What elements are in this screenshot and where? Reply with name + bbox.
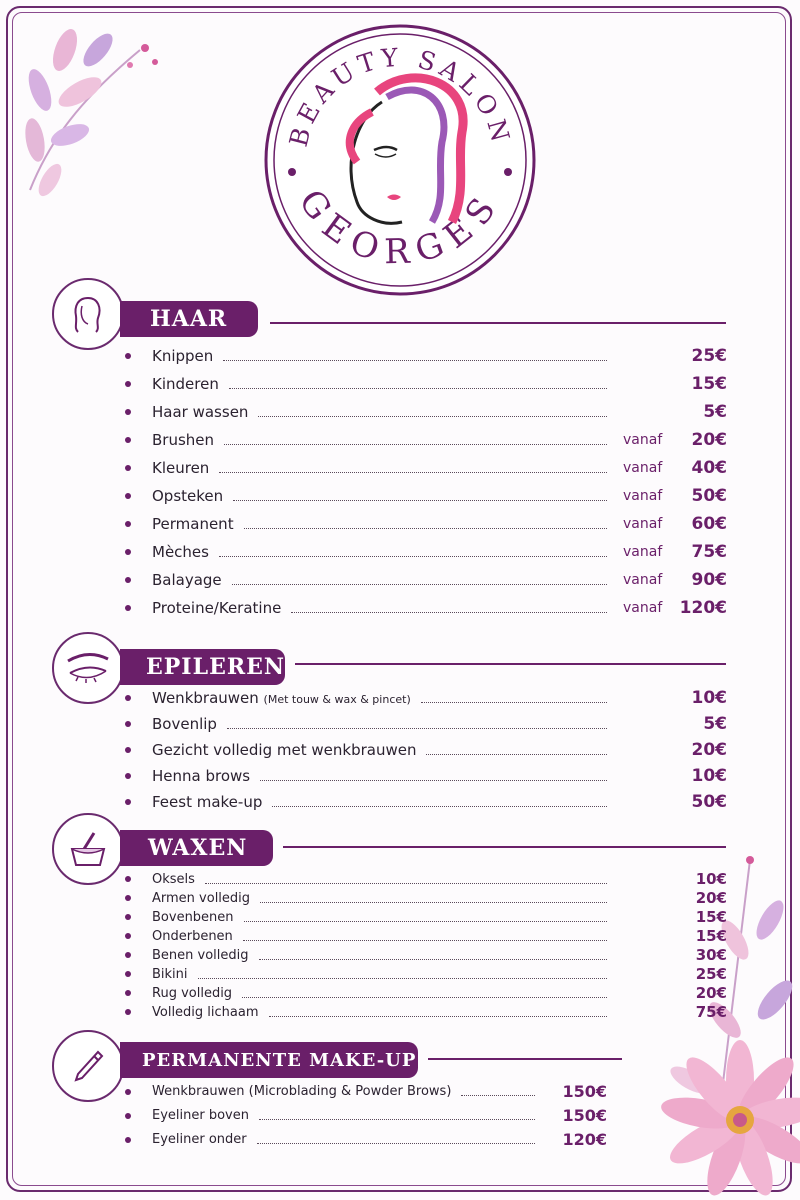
list-item: Brushen vanaf 20€ [125,430,727,450]
list-item: Armen volledig 20€ [125,889,727,907]
list-item: Onderbenen 15€ [125,927,727,945]
logo-top-text: BEAUTY SALON [283,42,517,150]
price: 10€ [695,870,727,888]
list-item: Proteine/Keratine vanaf 120€ [125,598,727,618]
list-item: Kleuren vanaf 40€ [125,458,727,478]
list-item: Mèches vanaf 75€ [125,542,727,562]
price: 120€ [562,1130,607,1149]
section-title-permanente-make-up: PERMANENTE MAKE-UP [120,1042,418,1078]
list-item: Feest make-up 50€ [125,792,727,812]
price: 50€ [691,486,727,506]
price: 20€ [691,740,727,760]
price: 15€ [691,374,727,394]
list-item: Benen volledig 30€ [125,946,727,964]
list-item: Balayage vanaf 90€ [125,570,727,590]
hair-woman-icon [66,292,110,336]
price: 30€ [695,946,727,964]
list-item: Bikini 25€ [125,965,727,983]
price: 10€ [691,688,727,708]
price: 40€ [691,458,727,478]
pencil-icon [68,1046,108,1086]
section-icon-epileren [52,632,124,704]
list-item: Oksels 10€ [125,870,727,888]
price: 20€ [691,430,727,450]
price: 50€ [691,792,727,812]
list-item: Bovenbenen 15€ [125,908,727,926]
price: 150€ [562,1082,607,1101]
price: 20€ [695,889,727,907]
section-title-epileren: EPILEREN [120,649,285,685]
price: 15€ [695,927,727,945]
price: 60€ [691,514,727,534]
section-icon-waxen [52,813,124,885]
section-rule-permanente-make-up [428,1058,622,1060]
item-note: (Met touw & wax & pincet) [263,693,411,706]
floral-decoration-top-left [10,20,170,200]
price: 10€ [691,766,727,786]
list-item: Permanent vanaf 60€ [125,514,727,534]
logo-bottom-text: GEORGES [290,182,510,273]
price: 5€ [703,714,727,734]
price: 120€ [679,598,727,618]
price: 90€ [691,570,727,590]
price: 25€ [695,965,727,983]
section-icon-permanente-make-up [52,1030,124,1102]
wax-bowl-icon [66,829,110,869]
price: 5€ [703,402,727,422]
section-rule-haar [270,322,726,324]
list-item: Opsteken vanaf 50€ [125,486,727,506]
price: 75€ [691,542,727,562]
price: 25€ [691,346,727,366]
list-item: Kinderen 15€ [125,374,727,394]
price: 150€ [562,1106,607,1125]
list-item: Eyeliner onder 120€ [125,1130,607,1149]
salon-logo [262,22,538,298]
list-item: Wenkbrauwen (Met touw & wax & pincet) 10€ [125,688,727,708]
price: 75€ [695,1003,727,1021]
section-title-haar: HAAR [120,301,258,337]
list-item: Gezicht volledig met wenkbrauwen 20€ [125,740,727,760]
list-item: Knippen 25€ [125,346,727,366]
list-item: Eyeliner boven 150€ [125,1106,607,1125]
section-title-waxen: WAXEN [120,830,273,866]
list-item: Wenkbrauwen (Microblading & Powder Brows) 150€ [125,1082,607,1101]
list-item: Rug volledig 20€ [125,984,727,1002]
section-rule-epileren [295,663,726,665]
section-rule-waxen [283,846,726,848]
price: 20€ [695,984,727,1002]
section-icon-haar [52,278,124,350]
price: 15€ [695,908,727,926]
list-item: Haar wassen 5€ [125,402,727,422]
eyebrow-icon [64,651,112,685]
list-item: Bovenlip 5€ [125,714,727,734]
list-item: Volledig lichaam 75€ [125,1003,727,1021]
list-item: Henna brows 10€ [125,766,727,786]
